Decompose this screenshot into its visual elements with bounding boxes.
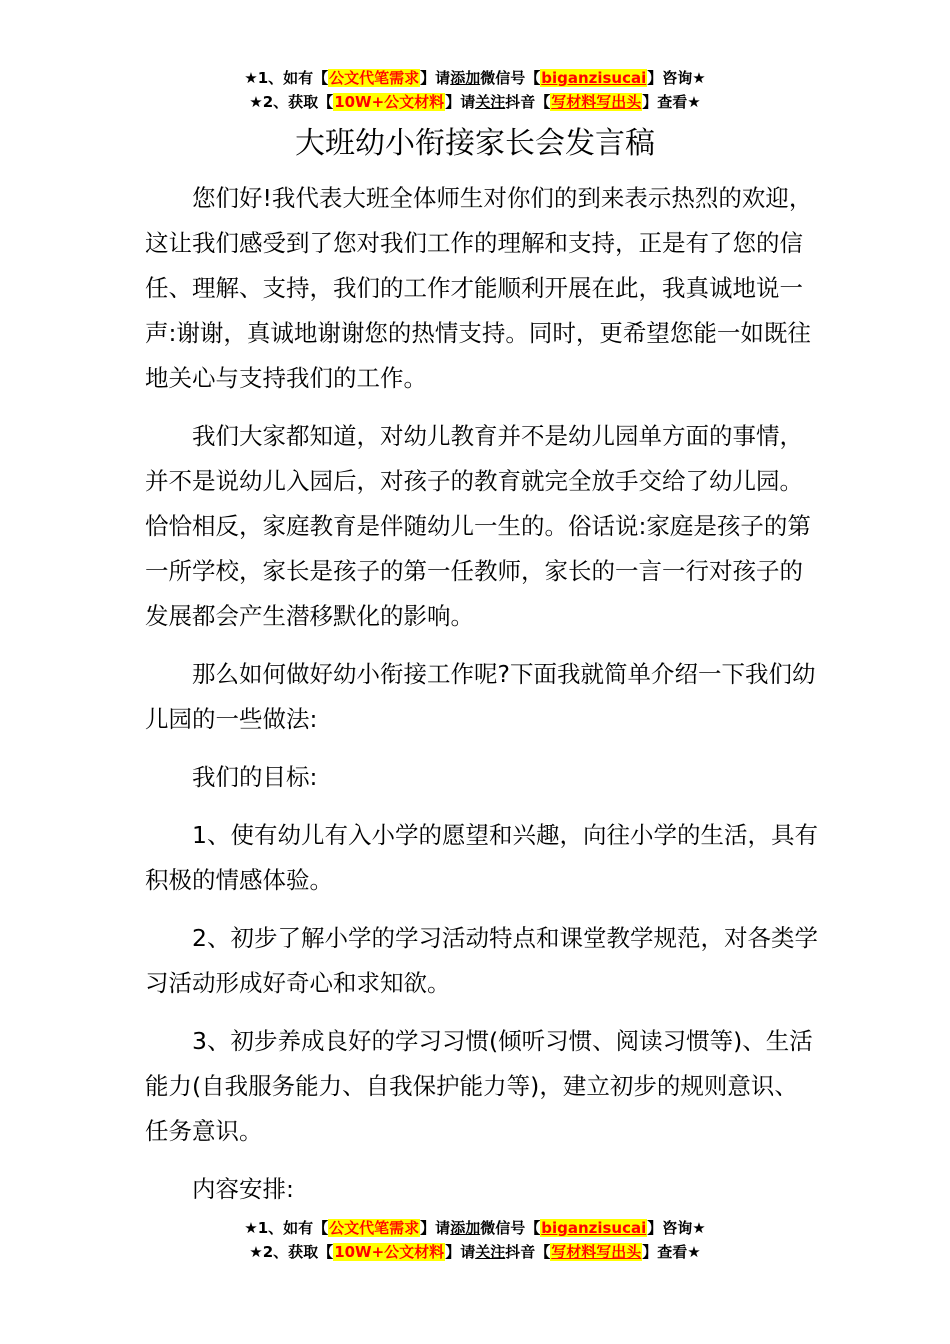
banner-text: 】查看★ (642, 1243, 701, 1261)
paragraph: 1、使有幼儿有入小学的愿望和兴趣，向往小学的生活，具有积极的情感体验。 (145, 821, 818, 894)
banner-line-2 (0, 90, 950, 114)
banner-text: 】咨询★ (647, 69, 706, 87)
banner-text: ★1、如有【 (244, 69, 329, 87)
banner-line-1 (0, 1216, 950, 1240)
paragraph: 我们大家都知道，对幼儿教育并不是幼儿园单方面的事情，并不是说幼儿入园后，对孩子的教育就完全放手交给了幼儿园。恰恰相反，家庭教育是伴随幼儿一生的。俗话说:家庭是孩子的第一所学校，家长是孩子的第一任教师，家长的一言一行对孩子的发展都会产生潜移默化的影响。 (145, 422, 811, 630)
service-highlight: 公文代笔需求 (329, 1219, 420, 1237)
banner-text: 】请 (445, 1243, 476, 1261)
banner-text: 抖音【 (505, 1243, 551, 1261)
banner-emphasis: 关注 (475, 1243, 506, 1261)
document-title: 大班幼小衔接家长会发言稿 (295, 126, 655, 161)
banner-line-2 (0, 1240, 950, 1264)
banner-text: 】请 (445, 93, 476, 111)
paragraph: 内容安排: (192, 1175, 294, 1203)
banner-text: 】咨询★ (647, 1219, 706, 1237)
banner-text: 抖音【 (505, 93, 551, 111)
douyin-account-link[interactable]: 写材料写出头 (551, 1243, 642, 1261)
banner-text: ★1、如有【 (244, 1219, 329, 1237)
wechat-id-link[interactable]: biganzisucai (541, 1219, 647, 1237)
banner-emphasis: 添加 (450, 1219, 481, 1237)
materials-highlight: 10W+公文材料 (334, 1243, 445, 1261)
footer-banner (0, 1216, 950, 1264)
paragraph: 我们的目标: (192, 763, 318, 791)
banner-text: 微信号【 (480, 1219, 541, 1237)
paragraph: 您们好!我代表大班全体师生对你们的到来表示热烈的欢迎，这让我们感受到了您对我们工作的理解和支持，正是有了您的信任、理解、支持，我们的工作才能顺利开展在此，我真诚地说一声:谢谢，真诚地谢谢您的热情支持。同时，更希望您能一如既往地关心与支持我们的工作。 (145, 184, 813, 392)
paragraph: 那么如何做好幼小衔接工作呢?下面我就简单介绍一下我们幼儿园的一些做法: (145, 660, 816, 733)
banner-text: 】请 (420, 1219, 451, 1237)
banner-text: ★2、获取【 (249, 1243, 334, 1261)
document-body (145, 176, 821, 1225)
wechat-id-link[interactable]: biganzisucai (541, 69, 647, 87)
paragraph: 3、初步养成良好的学习习惯(倾听习惯、阅读习惯等)、生活能力(自我服务能力、自我保护能力等)，建立初步的规则意识、任务意识。 (145, 1027, 813, 1145)
banner-text: ★2、获取【 (249, 93, 334, 111)
header-banner (0, 66, 950, 114)
banner-text: 微信号【 (480, 69, 541, 87)
banner-text: 】查看★ (642, 93, 701, 111)
banner-emphasis: 添加 (450, 69, 481, 87)
douyin-account-link[interactable]: 写材料写出头 (551, 93, 642, 111)
service-highlight: 公文代笔需求 (329, 69, 420, 87)
materials-highlight: 10W+公文材料 (334, 93, 445, 111)
paragraph: 2、初步了解小学的学习活动特点和课堂教学规范，对各类学习活动形成好奇心和求知欲。 (145, 924, 818, 997)
banner-text: 】请 (420, 69, 451, 87)
banner-line-1 (0, 66, 950, 90)
banner-emphasis: 关注 (475, 93, 506, 111)
